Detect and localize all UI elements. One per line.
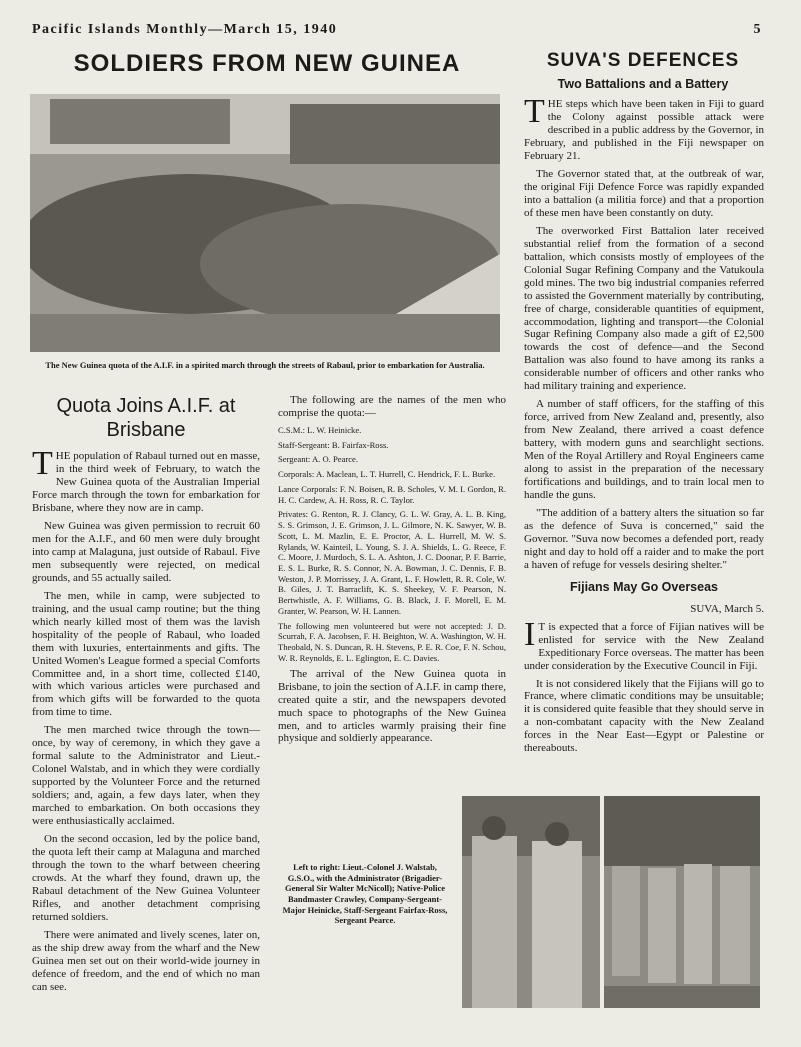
left-article-paragraph: New Guinea was given permission to recruit 60 men for the A.I.F., and 60 men were duly brought into camp at Malaguna, just outside of Rabaul. Five men subsequently were rejected, on medical grounds, and 55 actually sailed. xyxy=(32,519,260,584)
officers-photo-left-image xyxy=(462,796,600,1008)
left-article-paragraph: THE population of Rabaul turned out en masse, in the third week of February, to watch the New Guinea quota of the Australian Imperial Force march through the town for embarkation for Brisbane, where they now are in camp. xyxy=(32,445,260,514)
officers-photo-right xyxy=(604,796,760,1008)
middle-closing-paragraph: The arrival of the New Guinea quota in Brisbane, to join the section of A.I.F. in camp there, created quite a stir, and the newspapers devoted much space to photographs of the New Guinea men, and to articles warmly praising their fine physique and soldierly appearance. xyxy=(278,667,506,745)
running-head xyxy=(32,22,762,38)
parade-photo-caption: The New Guinea quota of the A.I.F. in a spirited march through the streets of Rabaul, prior to embarkation for Australia. xyxy=(45,360,485,370)
left-article-paragraph: There were animated and lively scenes, later on, as the ship drew away from the wharf and the New Guinea men set out on their world-wide journey in defence of freedom, and the end of which no man can see. xyxy=(32,928,260,993)
rank-entry: Lance Corporals: F. N. Boisen, R. B. Scholes, V. M. I. Gordon, R. H. C. Cardew, A. H. Ross, R. C. Taylor. xyxy=(278,483,506,505)
running-head-title: Pacific Islands Monthly—March 15, 1940 xyxy=(32,22,338,37)
left-article-paragraph: The men, while in camp, were subjected to training, and the usual camp routine; but the thing which nearly killed most of them was the lavish hospitality of the people of Rabaul, who loaded them with luxuries, entertainments and gifts. The United Women's League formed a special Comforts Committee and, in a short time, collected £140, with which various articles were purchased and from which gifts will be forwarded to the quota from time to time. xyxy=(32,589,260,719)
page-number: 5 xyxy=(753,22,762,37)
parade-photo xyxy=(30,94,500,352)
fijians-paragraph: IT is expected that a force of Fijian natives will be enlisted for service with the New Zealand Expeditionary Force overseas. The matter has been under consideration by the Executive Council in Fiji. xyxy=(524,615,764,672)
officers-photo-caption: Left to right: Lieut.-Colonel J. Walstab, G.S.O., with the Administrator (Brigadier-General Sir Walter McNicoll); Native-Police Bandmaster Crawley, Company-Sergeant-Major Heinicke, Staff-Sergeant Fairfax-Ross, Sergeant Pearce. xyxy=(282,862,448,926)
left-article-heading: Quota Joins A.I.F. at Brisbane xyxy=(56,395,236,441)
right-article-paragraph: The overworked First Battalion later received substantial relief from the formation of a second battalion, which consists mostly of employees of the Colonial Sugar Refining Company and the Vatukoula gold mines. The two big industrial companies referred to assisted the Government materially by contributing, free of charge, considerable quantities of equipment, accommodation, lighting and transport—the Colonial Sugar Refining Company also made a gift of £2,500 towards the cost of defence—and the Second Battalion was also found to have among its ranks a considerable number of officers and other ranks who had military training and experience. xyxy=(524,224,764,393)
fijians-paragraph: It is not considered likely that the Fijians will go to France, where climatic conditions may be unsuitable; it is considered quite feasible that they should serve in a non-combatant capacity with the New Zealand forces in the Near East—Egypt or Palestine or thereabouts. xyxy=(524,677,764,755)
left-column xyxy=(32,394,260,999)
right-article-paragraph: "The addition of a battery alters the situation so far as the defence of Suva is concerned," said the Governor. "Suva now becomes a defended port, ready night and day to hold off a raider and to make the port a haven of refuge for vessels desiring shelter." xyxy=(524,507,764,571)
officers-photo-right-image xyxy=(604,796,760,1008)
officers-photo-left xyxy=(462,796,600,1008)
rank-entry: Corporals: A. Maclean, L. T. Hurrell, C. Hendrick, F. L. Burke. xyxy=(278,469,496,480)
page-headline: SOLDIERS FROM NEW GUINEA xyxy=(73,50,461,77)
right-article-subheading: Two Battalions and a Battery xyxy=(557,77,729,91)
not-accepted-list: The following men volunteered but were not accepted: J. D. Scurrah, F. A. Jacobsen, F. H. Beighton, W. A. Washington, W. H. Theobald, N. S. Duncan, R. H. Stevens, P. E. R. Coe, F. N. Schou, W. R. Reynolds, E. L. Eglington, E. C. Davies. xyxy=(278,620,506,663)
right-article-paragraph: THE steps which have been taken in Fiji to guard the Colony against possible attack were described in a public address by the Governor, in February, and published in the Fiji newspaper on February 21. xyxy=(524,93,764,162)
fijians-heading: Fijians May Go Overseas xyxy=(570,579,718,594)
rank-entry: C.S.M.: L. W. Heinicke. xyxy=(278,424,362,435)
right-column xyxy=(524,93,764,760)
left-article-paragraph: On the second occasion, led by the police band, the quota left their camp at Malaguna and marched through the town to the wharf between cheering crowds. At the wharf they found, drawn up, the Rabaul detachment of the New Guinea Volunteer Rifles, and another detachment comprising returned soldiers. xyxy=(32,833,260,923)
right-article-heading: SUVA'S DEFENCES xyxy=(546,50,740,71)
middle-column xyxy=(278,394,506,750)
rank-entry: Sergeant: A. O. Pearce. xyxy=(278,454,359,465)
rank-entry: Privates: G. Renton, R. J. Clancy, G. L. W. Gray, A. L. B. King, S. S. Grimson, J. E. Grimson, J. L. Gilmore, N. K. Sawyer, W. B. Scott, L. M. Mazlin, E. E. Proctor, A. L. Hurrell, M. W. S. Rylands, W. Kainteil, L. Young, S. J. A. Shields, L. G. Reece, F. C. Moore, J. Murdoch, S. L. A. Ashton, J. C. Doonar, P. F. Barrie, E. S. L. Burke, R. S. Connor, N. A. Bowman, J. C. Dennis, F. B. Weston, J. P. Morrissey, J. A. Grant, L. F. Howlett, R. R. Cole, W. B. Giles, J. T. Barraclift, K. S. Sheekey, V. F. Pearson, N. Bertwhistle, A. F. Williams, G. B. Black, J. F. Morell, E. M. Granter, W. Pearson, W. H. Lannen. xyxy=(278,509,506,616)
parade-photo-image xyxy=(30,94,500,352)
left-article-paragraph: The men marched twice through the town—once, by way of ceremony, in which they gave a formal salute to the Administrator and Lieut.-Colonel Walstab, and in which they were cordially supported by the Volunteer Force and the returned soldiers; and, again, a few days later, when they marched to embarkation. On both occasions they were enthusiastically acclaimed. xyxy=(32,724,260,828)
right-article-paragraph: The Governor stated that, at the outbreak of war, the original Fiji Defence Force was rapidly expanded into a battalion (a militia force) and that a proportion of these men have been constantly on duty. xyxy=(524,167,764,219)
fijians-dateline: SUVA, March 5. xyxy=(690,602,764,615)
quota-intro: The following are the names of the men who comprise the quota:— xyxy=(278,394,506,419)
right-article-paragraph: A number of staff officers, for the staffing of this force, arrived from New Zealand and, presently, also from New Zealand, there arrived a coast defence battery, with modern guns and searchlight sections. Men of the Royal Artillery and Royal Engineers came along to assist in the preparation of the necessary fortifications and buildings, and to train local men to handle the guns. xyxy=(524,398,764,502)
rank-entry: Staff-Sergeant: B. Fairfax-Ross. xyxy=(278,439,389,450)
